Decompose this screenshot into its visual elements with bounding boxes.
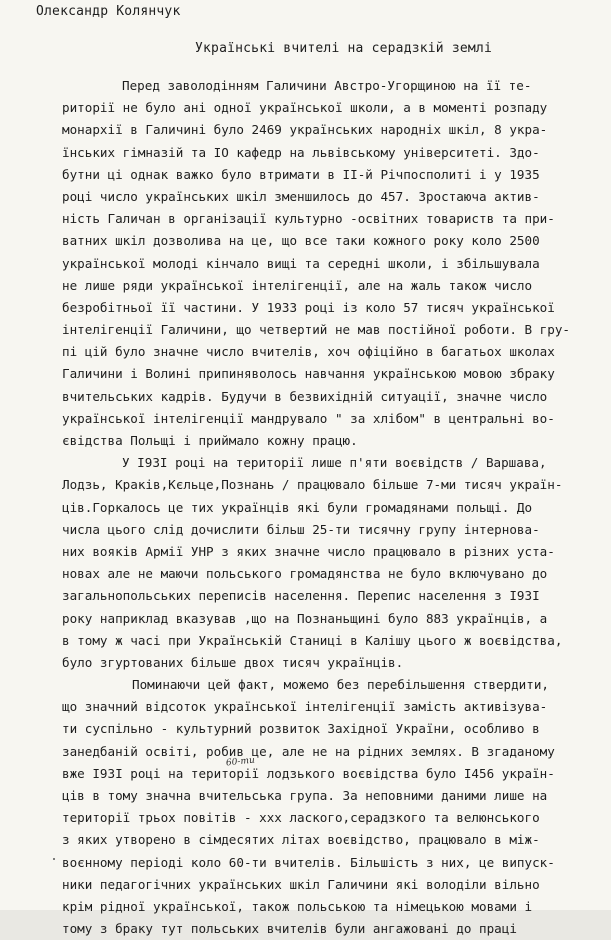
- text-line: числа цього слід дочислити більш 25-ти тисячну групу інтернова-: [62, 521, 540, 537]
- text-line: ців.Горкалось це тих українців які були громадянами польщі. До: [62, 499, 533, 515]
- text-line: з яких утворено в сімдесятих літах воєвідство, працювало в між-: [62, 832, 540, 848]
- text-line: крім рідної української, також польською та німецькою мовами і: [62, 898, 533, 914]
- text-line: Галичини і Волині припиняволось навчання українською мовою збраку: [62, 366, 555, 382]
- text-line: ців в тому значна вчительська група. За неповними даними лише на: [62, 788, 548, 803]
- text-line: безробітньої її частини. У 1933 році із коло 57 тисяч української: [62, 299, 555, 315]
- text-line: році число українських шкіл зменшилось до 457. Зростаюча актив-: [62, 188, 540, 204]
- text-line: них вояків Армії УНР з яких значне число працювало в різних уста-: [62, 543, 555, 559]
- text-line: Перед заволодінням Галичини Австро-Угорщиною на її те-: [122, 78, 532, 93]
- text-line: новах але не маючи польського громадянства не було включувано до: [62, 566, 548, 582]
- text-line: не лише ряди української інтелігенції, але на жаль також число: [62, 277, 533, 293]
- text-line: інтелігенції Галичини, що четвертий не мав постійної роботи. В гру-: [62, 322, 570, 338]
- text-line: території трьох повітів - ххх лаского,серадзкого та велюнського: [62, 810, 540, 826]
- text-line: вже І93І році на території лодзького воєвідства було І456 україн-: [62, 765, 555, 781]
- text-line: Лодзь, Краків,Кєльце,Познань / працювало більше 7-ми тисяч україн-: [62, 477, 563, 493]
- handwritten-note: 60-ти: [225, 755, 256, 769]
- document-title: Українські вчителі на серадзкій землі: [195, 41, 492, 56]
- text-line: року наприклад вказував ,що на Познаньщині було 883 українців, а: [62, 610, 548, 626]
- text-line: пі цій було значне число вчителів, хоч офіційно в багатьох школах: [62, 344, 555, 360]
- author-name: Олександр Колянчук: [36, 4, 181, 19]
- text-line: української молоді кінчало вищі та середні школи, і збільшувала: [62, 255, 540, 271]
- text-line: ти суспільно - культурний розвиток Західної України, особливо в: [62, 721, 540, 737]
- text-line: занедбаній освіті, робив це, але не на рідних землях. В згаданому: [62, 743, 555, 759]
- text-line: загальнопольських переписів населення. Перепис населення з І93І: [62, 588, 540, 604]
- text-line: в тому ж часі при Українській Станиці в Калішу цього ж воєвідства,: [62, 632, 563, 648]
- text-line: було згуртованих більше двох тисяч українців.: [62, 654, 404, 670]
- text-line: ники педагогічних українських шкіл Галичини які володіли вільно: [62, 876, 540, 892]
- text-line: вчительських кадрів. Будучи в безвихідній ситуації, значне число: [62, 388, 548, 404]
- document-body: [62, 75, 602, 940]
- text-line: бутни ці однак важко було втримати в ІІ-й Річпосполиті і у 1935: [62, 166, 540, 182]
- text-line: воєнному періоді коло 60-ти вчителів. Більшість з них, це випуск-: [62, 854, 555, 870]
- text-line: тому з браку тут польських вчителів були ангажовані до праці: [62, 921, 517, 937]
- text-line: риторії не було ані одної української школи, а в моменті розпаду: [62, 100, 548, 116]
- text-line: монархії в Галичині було 2469 українських народніх шкіл, 8 укра-: [62, 122, 548, 138]
- text-line: євідства Польщі і приймало кожну працю.: [62, 433, 358, 448]
- text-line: ність Галичан в організації культурно -освітних товариств та при-: [62, 211, 555, 227]
- text-line: їнських гімназій та ІО кафедр на львівському університеті. Здо-: [62, 144, 540, 160]
- text-line: української інтелігенції мандрувало " за хлібом" в центральні во-: [62, 410, 555, 426]
- text-line: ватних шкіл дозволива на це, що все таки кожного року коло 2500: [62, 233, 540, 249]
- text-line: що значний відсоток української інтелігенції замість активізува-: [62, 699, 548, 715]
- text-line: У І93І році на території лише п'яти воєвідств / Варшава,: [122, 455, 547, 471]
- page-mark: [53, 858, 55, 860]
- text-line: Поминаючи цей факт, можемо без перебільшення ствердити,: [132, 677, 550, 693]
